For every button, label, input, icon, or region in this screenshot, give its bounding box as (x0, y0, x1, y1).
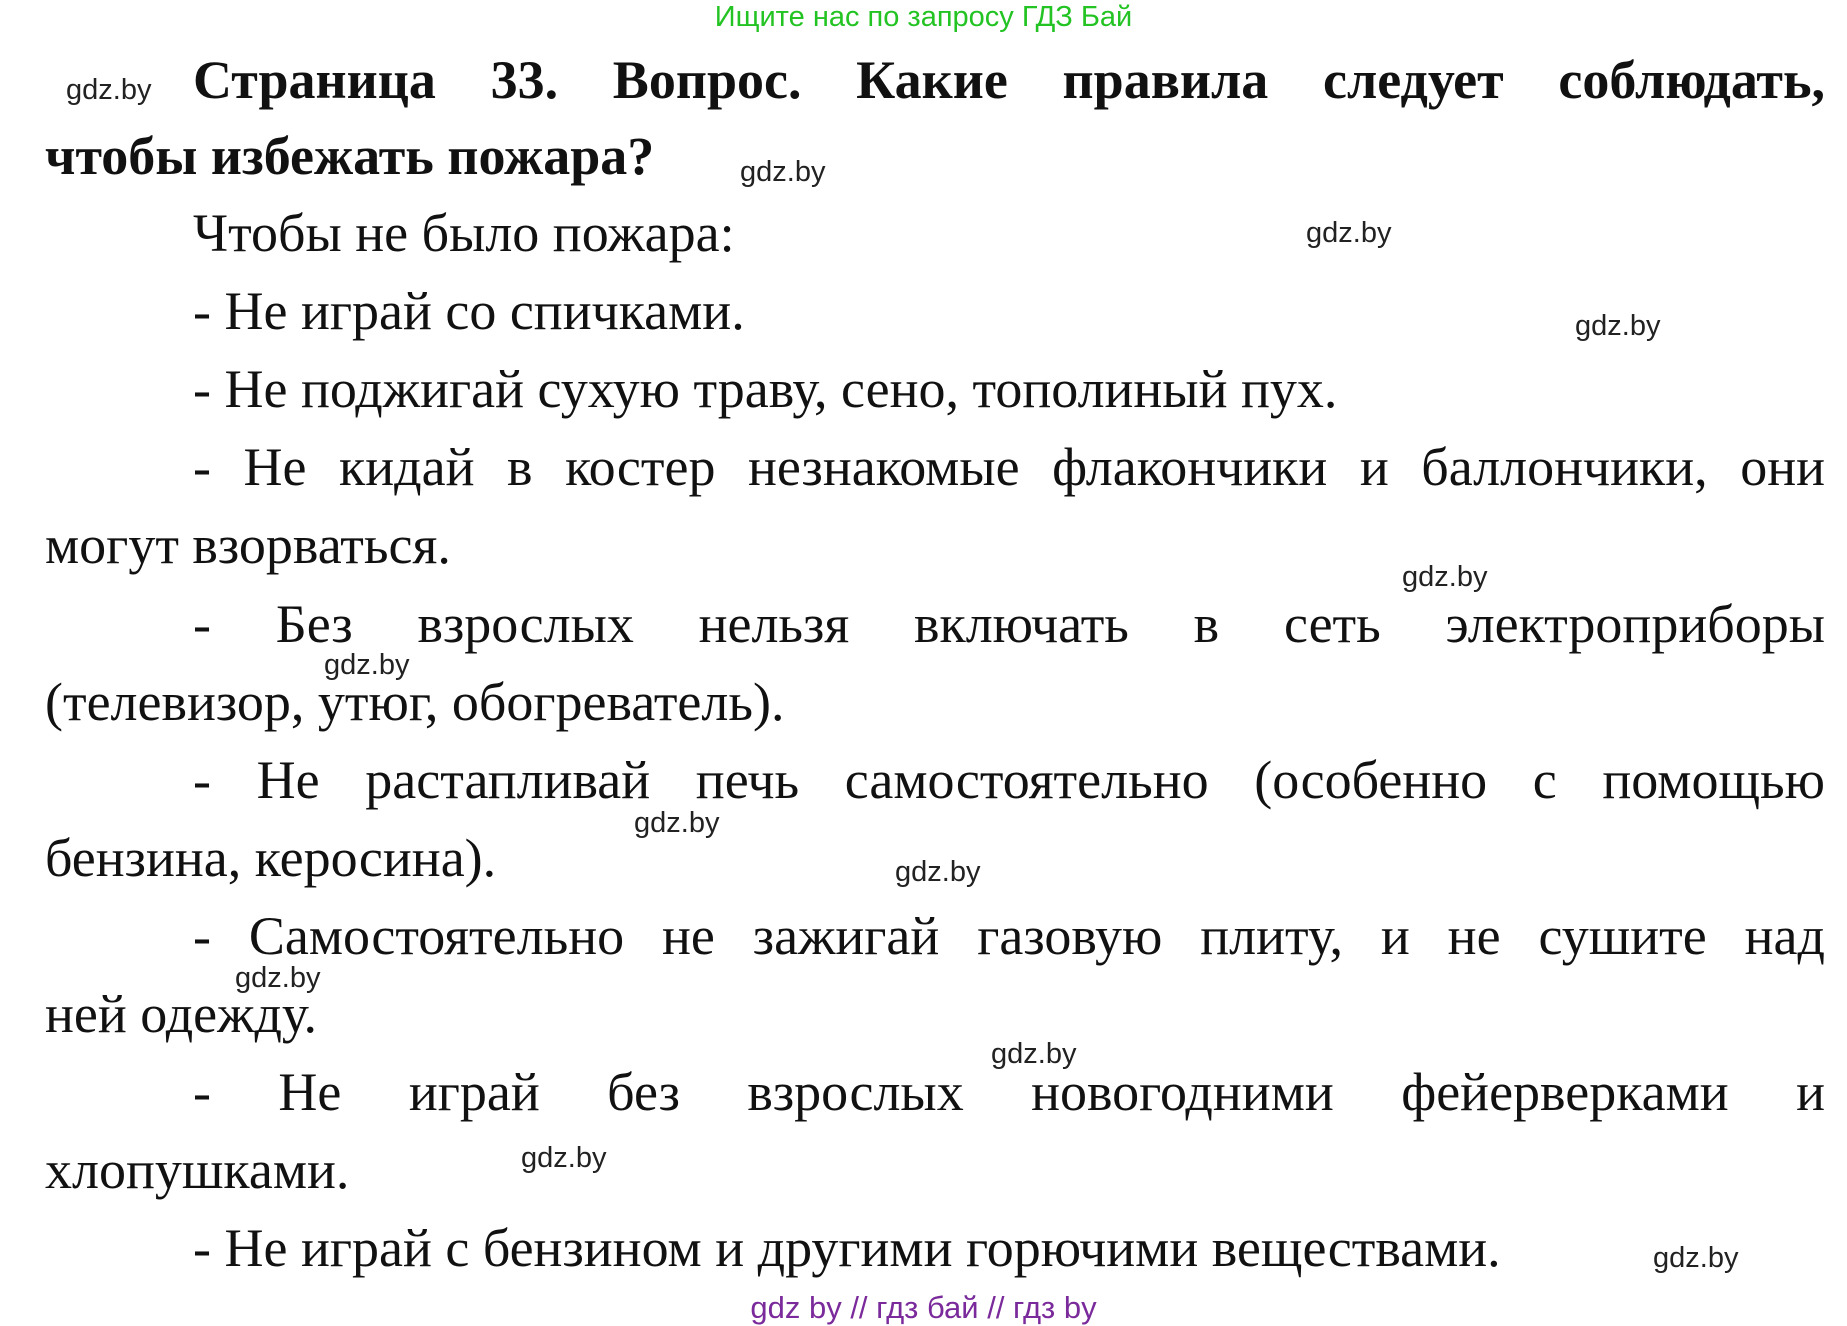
footer-links: gdz by // гдз бай // гдз by (750, 1290, 1097, 1325)
rule-7-line1: - Не играй без взрослых новогодними фейерверками и (193, 1062, 1825, 1122)
watermark: gdz.by (1653, 1242, 1739, 1274)
rule-2: - Не поджигай сухую траву, сено, тополиный пух. (193, 359, 1338, 419)
rule-1: - Не играй со спичками. (193, 281, 745, 341)
watermark: gdz.by (66, 74, 152, 106)
question-heading-line1: Страница 33. Вопрос. Какие правила следует соблюдать, (193, 50, 1825, 110)
watermark: gdz.by (634, 807, 720, 839)
watermark: gdz.by (235, 962, 321, 994)
watermark: gdz.by (991, 1038, 1077, 1070)
rule-3-line1: - Не кидай в костер незнакомые флакончики и баллончики, они (193, 437, 1825, 497)
watermark: gdz.by (1402, 561, 1488, 593)
rule-5-line2: бензина, керосина). (45, 828, 497, 888)
answer-intro: Чтобы не было пожара: (193, 203, 735, 263)
watermark: gdz.by (895, 856, 981, 888)
rule-5-line1: - Не растапливай печь самостоятельно (особенно с помощью (193, 750, 1825, 810)
question-heading-line2: чтобы избежать пожара? (45, 126, 655, 186)
rule-6-line1: - Самостоятельно не зажигай газовую плиту, и не сушите над (193, 906, 1825, 966)
top-banner: Ищите нас по запросу ГДЗ Бай (714, 1, 1133, 33)
rule-8: - Не играй с бензином и другими горючими веществами. (193, 1218, 1501, 1278)
rule-4-line2: (телевизор, утюг, обогреватель). (45, 672, 785, 732)
watermark: gdz.by (324, 649, 410, 681)
rule-3-line2: могут взорваться. (45, 515, 451, 575)
rule-4-line1: - Без взрослых нельзя включать в сеть электроприборы (193, 594, 1825, 654)
watermark: gdz.by (1575, 310, 1661, 342)
watermark: gdz.by (521, 1142, 607, 1174)
watermark: gdz.by (1306, 217, 1392, 249)
watermark: gdz.by (740, 156, 826, 188)
rule-7-line2: хлопушками. (45, 1140, 350, 1200)
rule-6-line2: ней одежду. (45, 984, 318, 1044)
